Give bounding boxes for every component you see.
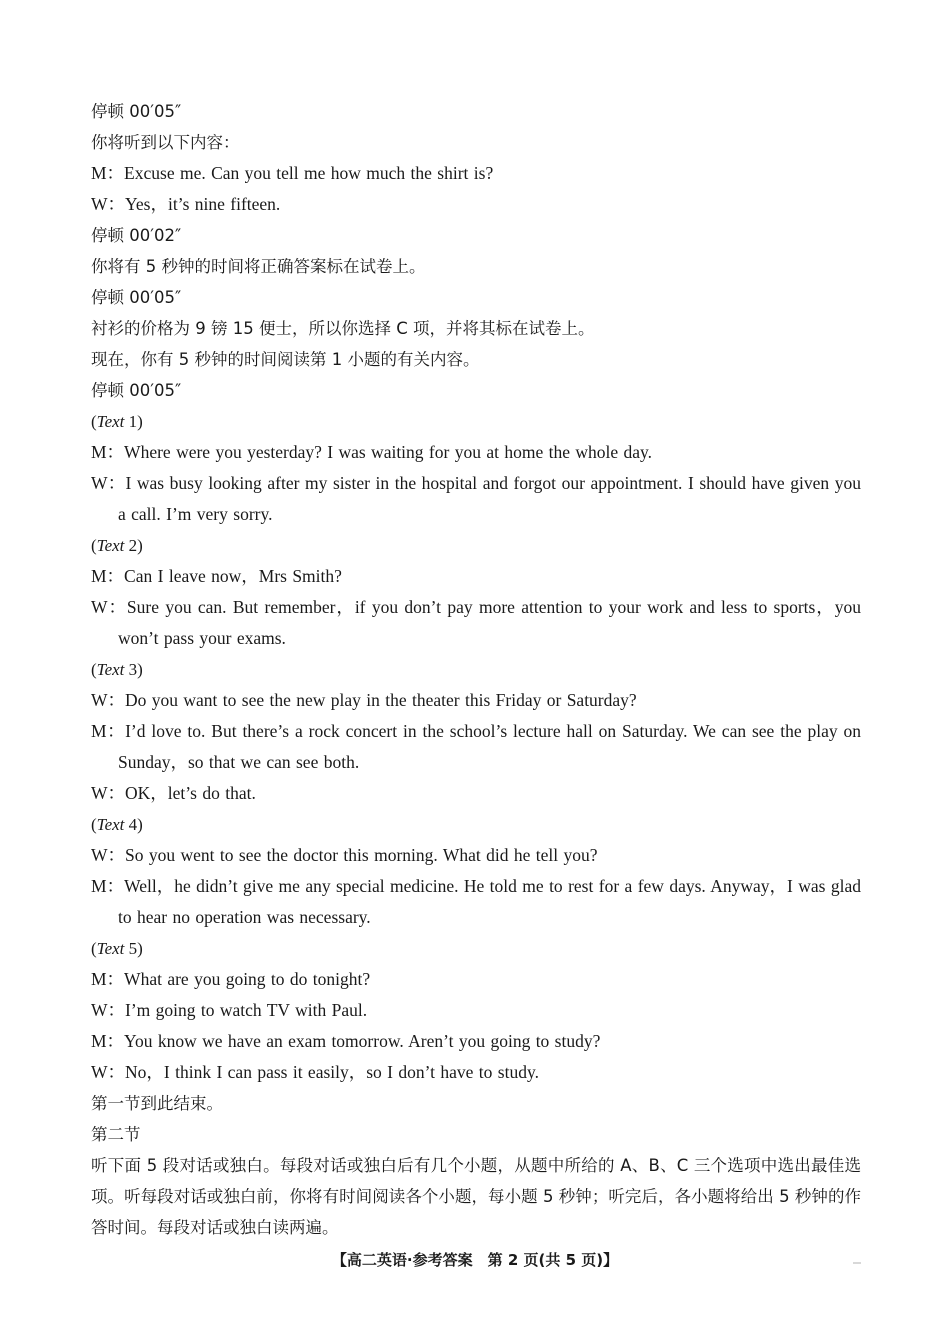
text-heading-number: 1 (128, 412, 138, 431)
text-heading-number: 5 (128, 939, 138, 958)
dialogue-line: W：So you went to see the doctor this morning. What did he tell you? (91, 845, 598, 865)
dialogue-line: W：OK，let’s do that. (91, 783, 256, 803)
dialogue-line: W：I’m going to watch TV with Paul. (91, 1000, 368, 1020)
dialogue-line: M：Well，he didn’t give me any special medicine. He told me to rest for a few days. Anyway，I was glad to hear no operation was necessary. (91, 876, 861, 927)
text-heading: (Text 3) (91, 660, 143, 679)
dialogue-line: M：Excuse me. Can you tell me how much the shirt is? (91, 163, 494, 183)
dialogue-line: W：Sure you can. But remember，if you don’t pay more attention to your work and less to sports，you won’t pass your exams. (91, 597, 861, 648)
section-instructions: 听下面 5 段对话或独白。每段对话或独白后有几个小题，从题中所给的 A、B、C 三个选项中选出最佳选项。听每段对话或独白前，你将有时间阅读各个小题，每小题 5 秒钟；听完后，各小题将给出 5 秒钟的作答时间。每段对话或独白读两遍。 (91, 1156, 861, 1237)
text-heading-number: 2 (128, 536, 138, 555)
corner-mark (853, 1262, 861, 1264)
text-heading: (Text 4) (91, 815, 143, 834)
chinese-instruction-line: 第一节到此结束。 (91, 1094, 223, 1113)
dialogue-line: W：Yes，it’s nine fifteen. (91, 194, 281, 214)
chinese-instruction-line: 停顿 00′05″ (91, 288, 182, 307)
text-heading: (Text 2) (91, 536, 143, 555)
text-heading-word: Text (96, 939, 125, 958)
dialogue-line: M：Can I leave now，Mrs Smith? (91, 566, 342, 586)
text-heading-word: Text (96, 412, 125, 431)
chinese-instruction-line: 现在，你有 5 秒钟的时间阅读第 1 小题的有关内容。 (91, 350, 480, 369)
dialogue-line: W：No，I think I can pass it easily，so I don’t have to study. (91, 1062, 539, 1082)
chinese-instruction-line: 你将有 5 秒钟的时间将正确答案标在试卷上。 (91, 257, 426, 276)
text-heading-word: Text (96, 815, 125, 834)
text-heading: (Text 5) (91, 939, 143, 958)
dialogue-line: W：I was busy looking after my sister in the hospital and forgot our appointment. I should have given you a call. I’m very sorry. (91, 473, 861, 524)
answer-key-page (91, 96, 861, 1243)
dialogue-line: M：You know we have an exam tomorrow. Aren’t you going to study? (91, 1031, 601, 1051)
dialogue-line: M：Where were you yesterday? I was waiting for you at home the whole day. (91, 442, 652, 462)
text-heading-word: Text (96, 660, 125, 679)
page-footer: 【高二英语·参考答案 第 2 页(共 5 页)】 (331, 1251, 619, 1269)
chinese-instruction-line: 第二节 (91, 1125, 141, 1144)
chinese-instruction-line: 停顿 00′05″ (91, 102, 182, 121)
text-heading: (Text 1) (91, 412, 143, 431)
text-heading-number: 3 (128, 660, 138, 679)
text-heading-number: 4 (128, 815, 138, 834)
chinese-instruction-line: 你将听到以下内容： (91, 133, 240, 152)
chinese-instruction-line: 衬衫的价格为 9 镑 15 便士，所以你选择 C 项，并将其标在试卷上。 (91, 319, 595, 338)
text-heading-word: Text (96, 536, 125, 555)
dialogue-line: W：Do you want to see the new play in the theater this Friday or Saturday? (91, 690, 637, 710)
chinese-instruction-line: 停顿 00′02″ (91, 226, 182, 245)
dialogue-line: M：What are you going to do tonight? (91, 969, 371, 989)
chinese-instruction-line: 停顿 00′05″ (91, 381, 182, 400)
dialogue-line: M：I’d love to. But there’s a rock concert in the school’s lecture hall on Saturday. We can see the play on Sunday，so that we can see both. (91, 721, 861, 772)
